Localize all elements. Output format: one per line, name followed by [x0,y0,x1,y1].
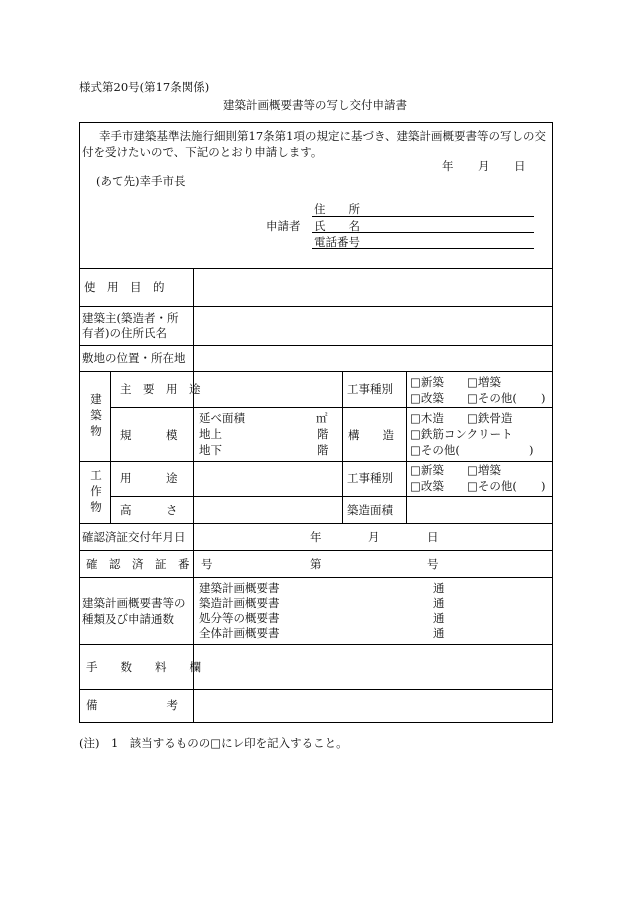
document-title: 建築計画概要書等の写し交付申請書 [223,98,407,112]
use-field[interactable] [194,462,341,495]
doc-types-label-line2: 種類及び申請通数 [82,612,174,626]
purpose-label [84,280,186,294]
area-unit: ㎡ [316,411,328,425]
site-field[interactable] [194,346,550,370]
st-other-close: ) [529,443,534,457]
building-char: 築 [90,408,102,422]
copies-unit: 通 [433,611,445,625]
address-label: 住 所 [314,202,360,216]
above-floor-unit: 階 [317,427,329,441]
scale-label: 規 模 [120,428,178,442]
ct2-other-checkbox[interactable]: □その他( [467,479,517,493]
below-floor-unit: 階 [317,443,329,457]
below-ground-label: 地下 [199,443,222,457]
remarks-field[interactable] [194,690,550,721]
cert-year-label: 年 [310,530,322,544]
form-number: 様式第20号(第17条関係) [79,80,210,94]
copies-unit: 通 [433,626,445,640]
copies-unit: 通 [433,581,445,595]
construction-type-label: 工事種別 [347,382,393,396]
date-month-label: 月 [478,159,490,173]
name-field[interactable] [312,232,534,233]
ct-other-close: ) [541,391,546,405]
row-divider [80,523,552,524]
structure-char: 作 [90,484,102,498]
main-use-field[interactable] [194,372,341,406]
row-divider [80,550,552,551]
structure-type-label: 構 造 [348,428,394,442]
st-concrete-checkbox[interactable]: □鉄筋コンクリート [410,427,513,441]
structure-vertical-label [88,467,104,515]
row-divider [80,577,552,578]
building-char: 建 [90,392,102,406]
fee-field[interactable] [194,645,550,688]
purpose-field[interactable] [194,269,550,305]
build-area-label: 築造面積 [347,503,393,517]
remarks-label: 備 考 [86,698,178,712]
ct-renovation-checkbox[interactable]: □改築 [410,391,444,405]
owner-label-line1: 建築主(築造者・所 [82,311,179,325]
owner-label-line2: 有者)の住所氏名 [82,326,167,340]
purpose-text: 使 用 目 的 [84,280,165,294]
cert-no-suffix: 号 [427,557,439,571]
cert-date-label: 確認済証交付年月日 [82,530,186,544]
date-year-label: 年 [442,159,454,173]
doc-item: 築造計画概要書 [199,596,280,610]
fee-label: 手 数 料 欄 [86,660,201,674]
phone-label: 電話番号 [314,235,360,249]
column-divider [110,371,111,523]
application-statement-line1: 幸手市建築基準法施行細則第17条第1項の規定に基づき、建築計画概要書等の写しの交 [99,129,546,143]
main-use-label: 主 要 用 途 [120,382,201,396]
height-field[interactable] [194,497,341,522]
cert-month-label: 月 [368,530,380,544]
ct2-new-checkbox[interactable]: □新築 [410,463,444,477]
row-divider [110,407,552,408]
ct2-other-close: ) [541,479,546,493]
doc-item: 全体計画概要書 [199,626,280,640]
phone-field[interactable] [312,248,534,249]
st-steel-checkbox[interactable]: □鉄骨造 [467,411,513,425]
height-label: 高 さ [120,503,178,517]
date-day-label: 日 [514,159,526,173]
building-vertical-label [88,391,104,439]
column-divider [342,371,343,523]
application-form-table [79,122,553,723]
addressee: (あて先)幸手市長 [96,174,186,188]
build-area-field[interactable] [407,497,551,522]
doc-item: 処分等の概要書 [199,611,280,625]
cert-no-prefix: 第 [310,557,322,571]
structure-char: 工 [90,468,102,482]
cert-day-label: 日 [427,530,439,544]
ct2-renovation-checkbox[interactable]: □改築 [410,479,444,493]
application-statement-line2: 付を受けたいので、下記のとおり申請します。 [82,145,323,159]
ct2-extension-checkbox[interactable]: □増築 [467,463,501,477]
copies-unit: 通 [433,596,445,610]
ct-new-checkbox[interactable]: □新築 [410,375,444,389]
structure-char: 物 [90,500,102,514]
site-label: 敷地の位置・所在地 [82,351,186,365]
floor-area-label: 延べ面積 [199,411,245,425]
ct-other-checkbox[interactable]: □その他( [467,391,517,405]
applicant-label: 申請者 [266,219,301,233]
ct-extension-checkbox[interactable]: □増築 [467,375,501,389]
above-ground-label: 地上 [199,427,222,441]
footnote: (注) 1 該当するものの□にレ印を記入すること。 [79,736,348,750]
doc-item: 建築計画概要書 [199,581,280,595]
use-label: 用 途 [120,471,178,485]
cert-number-label: 確 認 済 証 番 号 [86,557,213,571]
address-field[interactable] [312,216,534,217]
construction-type-label-2: 工事種別 [347,471,393,485]
owner-field[interactable] [194,307,550,344]
building-char: 物 [90,424,102,438]
st-other-checkbox[interactable]: □その他( [410,443,460,457]
st-wood-checkbox[interactable]: □木造 [410,411,444,425]
name-label: 氏 名 [314,219,360,233]
doc-types-label-line1: 建築計画概要書等の [82,596,186,610]
